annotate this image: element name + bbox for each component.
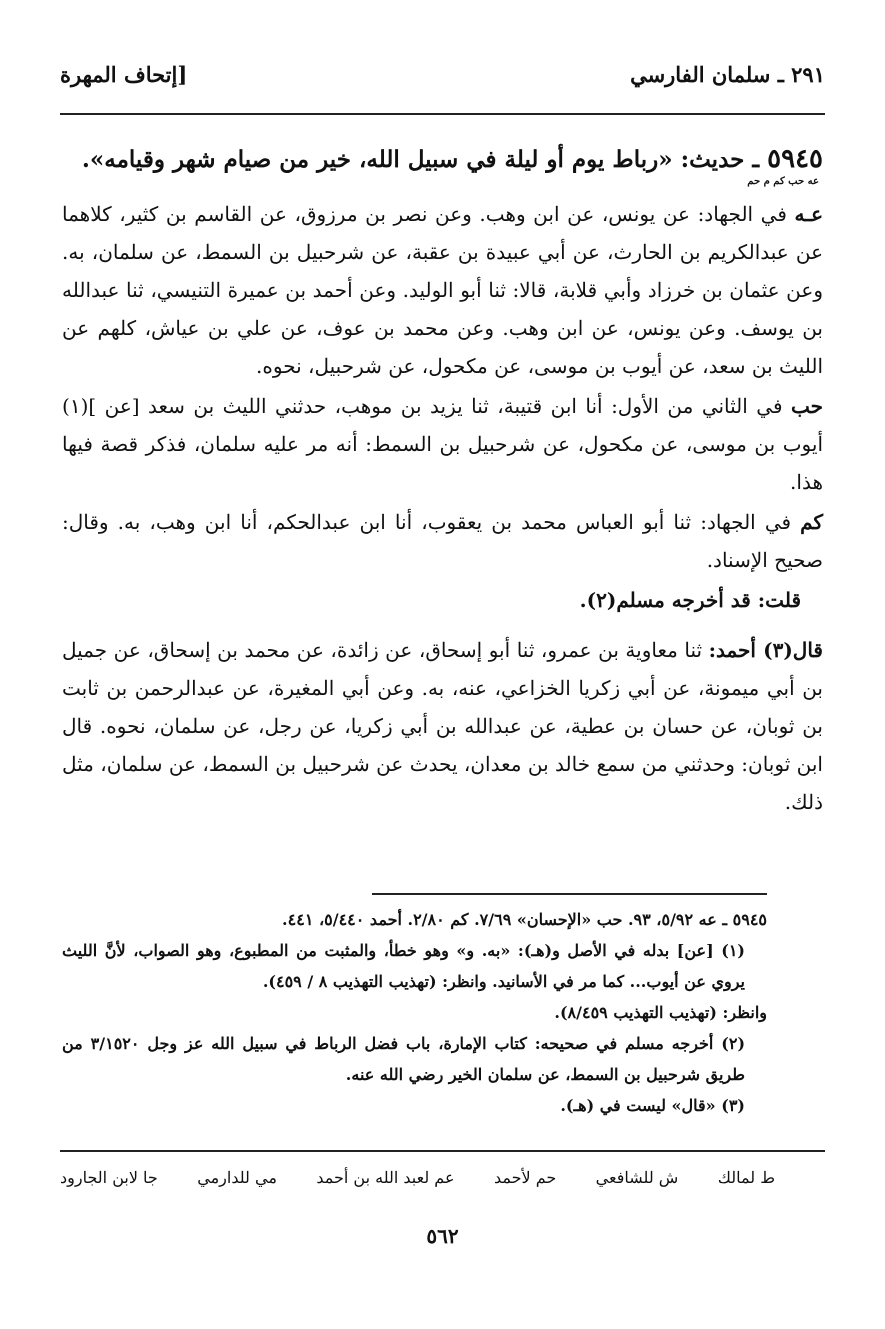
paragraph-text: في الثاني من الأول: أنا ابن قتيبة، ثنا يزيد بن موهب، حدثني الليث بن سعد [عن ](١) أيوب بن موسى، عن مكحول، عن شرحبيل بن السمط: أنه مر عليه سلمان، فذكر قصة فيها هذا. bbox=[62, 394, 823, 494]
paragraph bbox=[62, 195, 823, 385]
abbreviations-key bbox=[60, 1168, 775, 1187]
footnote-rule bbox=[372, 893, 767, 895]
book-title: [إتحاف المهرة bbox=[60, 62, 188, 87]
abbreviation-item: مي للدارمي bbox=[197, 1168, 277, 1187]
running-title: ٢٩١ ـ سلمان الفارسي bbox=[630, 62, 825, 87]
header-rule bbox=[60, 113, 825, 115]
abbreviation-item: ش للشافعي bbox=[595, 1168, 679, 1187]
abbreviations-rule bbox=[60, 1150, 825, 1152]
main-text bbox=[62, 138, 823, 823]
hadith-title-text: ـ حديث: «رباط يوم أو ليلة في سبيل الله، خير من صيام شهر وقيامه». bbox=[81, 146, 760, 173]
spacer bbox=[62, 621, 823, 631]
abbreviation-item: حم لأحمد bbox=[493, 1168, 557, 1187]
footnotes bbox=[62, 904, 767, 1121]
abbreviation-item: جا لابن الجارود bbox=[60, 1168, 158, 1187]
paragraph-text: في الجهاد: ثنا أبو العباس محمد بن يعقوب، أنا ابن عبدالحكم، أنا ابن وهب، به. وقال: صحيح الإسناد. bbox=[62, 510, 823, 572]
footnote-3: (٣) «قال» ليست في (هـ). bbox=[560, 1096, 745, 1115]
paragraph-text: ثنا معاوية بن عمرو، ثنا أبو إسحاق، عن زائدة، عن محمد بن إسحاق، عن جميل بن أبي ميمونة، عن أبي زكريا الخزاعي، عنه، به. وعن أبي المغيرة، عن عبدالرحمن بن ثابت بن ثوبان، عن حسان بن عطية، عن عبدالله بن أبي زكريا، عن رجل، عن سلمان، نحوه. قال ابن ثوبان: وحدثني من سمع خالد بن معدان، يحدث عن شرحبيل بن السمط، عن سلمان، مثل ذلك. bbox=[62, 638, 823, 814]
hadith-sigla: عه حب كم م حم bbox=[747, 176, 819, 187]
abbreviation-item: عم لعبد الله بن أحمد bbox=[316, 1168, 455, 1187]
paragraph-text: في الجهاد: عن يونس، عن ابن وهب. وعن نصر بن مرزوق، عن القاسم بن كثير، كلاهما عن عبدالكريم بن الحارث، عن أبي عبيدة بن عقبة، عن شرحبيل بن السمط، عن سلمان، به. وعن عثمان بن خرزاد وأبي قلابة، قالا: ثنا أبو الوليد. وعن أحمد بن عميرة التنيسي، ثنا عبدالله بن يوسف. وعن يونس، عن ابن وهب. وعن محمد بن عوف، عن علي بن عياش، كلهم عن الليث بن سعد، عن أيوب بن موسى، عن مكحول، عن شرحبيل، نحوه. bbox=[62, 202, 824, 378]
paragraph bbox=[62, 503, 823, 579]
paragraph-lead: كم bbox=[800, 510, 823, 534]
footnote-sources: ٥٩٤٥ ـ عه ٥/٩٢، ٩٣. حب «الإحسان» ٧/٦٩. كم ٢/٨٠. أحمد ٥/٤٤٠، ٤٤١. bbox=[282, 910, 767, 929]
paragraph-lead: قال(٣) أحمد: bbox=[708, 638, 823, 662]
footnote-1-see-also: وانظر: (تهذيب التهذيب ٨/٤٥٩). bbox=[554, 1003, 767, 1022]
paragraph-text: قلت: قد أخرجه مسلم(٢). bbox=[579, 588, 801, 612]
footnote-2: (٢) أخرجه مسلم في صحيحه: كتاب الإمارة، باب فضل الرباط في سبيل الله عز وجل ٣/١٥٢٠ من طريق شرحبيل بن السمط، عن سلمان الخير رضي الله عنه. bbox=[62, 1034, 746, 1084]
abbreviation-item: ط لمالك bbox=[717, 1168, 775, 1187]
paragraph-lead: عـه bbox=[794, 202, 823, 226]
paragraph bbox=[62, 581, 823, 619]
paragraph bbox=[62, 631, 823, 821]
hadith-number: ٥٩٤٥ bbox=[767, 144, 823, 174]
hadith-heading bbox=[62, 138, 823, 187]
paragraph-lead: حب bbox=[790, 394, 823, 418]
page-number: ٥٦٢ bbox=[426, 1224, 459, 1248]
running-header bbox=[60, 62, 825, 102]
paragraph bbox=[62, 387, 823, 501]
footnote-1: (١) [عن] بدله في الأصل و(هـ): «به. و» وهو خطأ، والمثبت من المطبوع، وهو الصواب، لأنَّ الليث يروي عن أيوب... كما مر في الأسانيد. وانظر: (تهذيب التهذيب ٨ / ٤٥٩). bbox=[62, 941, 745, 991]
